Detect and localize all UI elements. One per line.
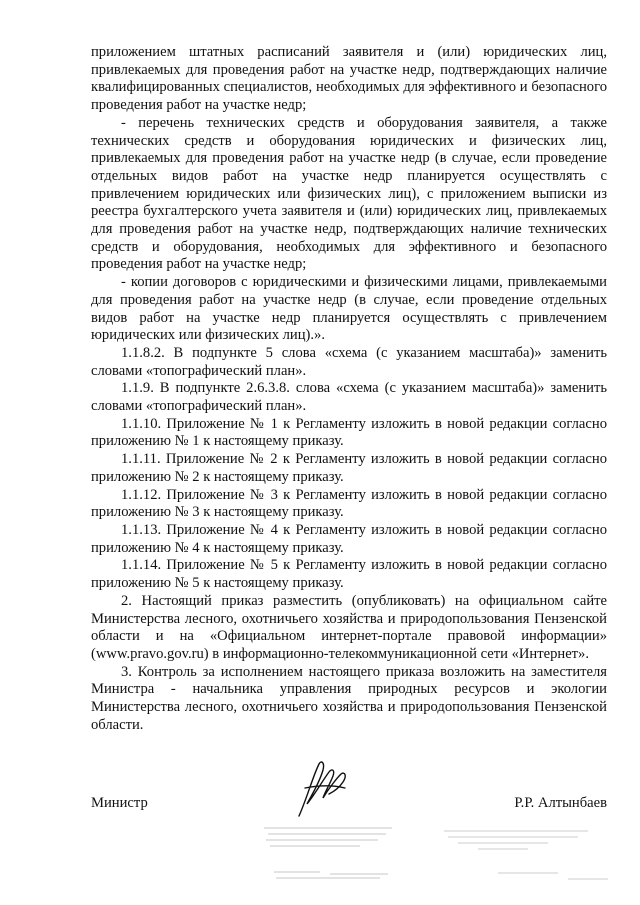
- handwritten-signature: [285, 758, 355, 822]
- paragraph-clause: 1.1.9. В подпункте 2.6.3.8. слова «схема (с указанием масштаба)» заменить словами «топографический план».: [91, 380, 607, 415]
- document-body: [91, 44, 607, 734]
- signatory-name: Р.Р. Алтынбаев: [514, 795, 607, 811]
- faded-stamp: [438, 825, 613, 885]
- paragraph-clause: 1.1.14. Приложение № 5 к Регламенту изложить в новой редакции согласно приложению № 5 к настоящему приказу.: [91, 557, 607, 592]
- paragraph-clause: 3. Контроль за исполнением настоящего приказа возложить на заместителя Министра - начальника управления природных ресурсов и экологии Министерства лесного, охотничьего хозяйства и природопользования Пензенской области.: [91, 663, 607, 733]
- paragraph-clause: 1.1.10. Приложение № 1 к Регламенту изложить в новой редакции согласно приложению № 1 к настоящему приказу.: [91, 415, 607, 450]
- paragraph-clause: 2. Настоящий приказ разместить (опубликовать) на официальном сайте Министерства лесного, охотничьего хозяйства и природопользования Пензенской области и на «Официальном интернет-портале правовой информации» (www.pravo.gov.ru) в информационно-телекоммуникационной сети «Интернет».: [91, 592, 607, 662]
- paragraph-clause: 1.1.13. Приложение № 4 к Регламенту изложить в новой редакции согласно приложению № 4 к настоящему приказу.: [91, 521, 607, 556]
- paragraph-list-item: - перечень технических средств и оборудования заявителя, а также технических средств и оборудования юридических и физических лиц, привлекаемых для проведения работ на участке недр (в случае, если проведение отдельных видов работ на участке недр планируется осуществлять с привлечением юридических или физических лиц), с приложением выписки из реестра бухгалтерского учета заявителя и (или) юридических лиц, привлекаемых для проведения работ на участке недр, подтверждающих наличие технических средств и оборудования, необходимых для эффективного и безопасного проведения работ на участке недр;: [91, 114, 607, 273]
- paragraph-clause: 1.1.12. Приложение № 3 к Регламенту изложить в новой редакции согласно приложению № 3 к настоящему приказу.: [91, 486, 607, 521]
- faded-stamp: [260, 822, 400, 886]
- paragraph-continuation: приложением штатных расписаний заявителя и (или) юридических лиц, привлекаемых для проведения работ на участке недр, подтверждающих наличие квалифицированных специалистов, необходимых для эффективного и безопасного проведения работ на участке недр;: [91, 44, 607, 114]
- signatory-position: Министр: [91, 795, 148, 811]
- paragraph-list-item: - копии договоров с юридическими и физическими лицами, привлекаемыми для проведения работ на участке недр (в случае, если проведение отдельных видов работ на участке недр планируется осуществлять с привлечением юридических или физических лиц).».: [91, 274, 607, 344]
- paragraph-clause: 1.1.8.2. В подпункте 5 слова «схема (с указанием масштаба)» заменить словами «топографический план».: [91, 344, 607, 379]
- paragraph-clause: 1.1.11. Приложение № 2 к Регламенту изложить в новой редакции согласно приложению № 2 к настоящему приказу.: [91, 451, 607, 485]
